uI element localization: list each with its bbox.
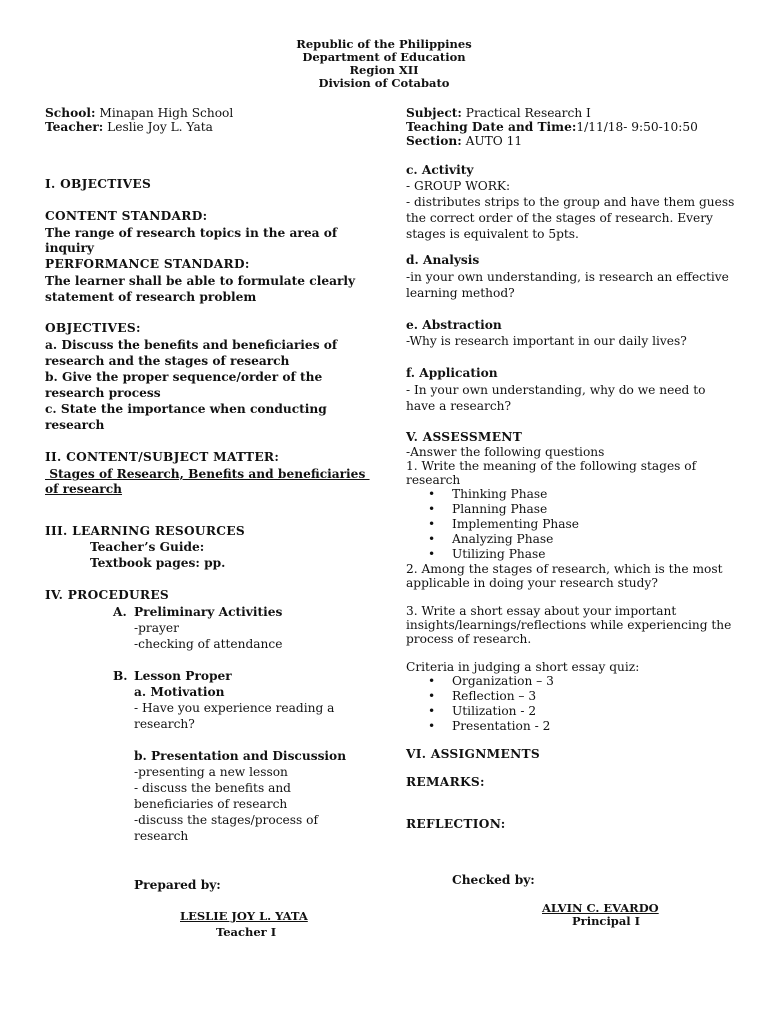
prepared-by-title: Teacher I xyxy=(216,925,277,939)
objective-a-line2: research and the stages of research xyxy=(45,354,290,368)
list-item: • Planning Phase xyxy=(406,502,579,517)
section-value: AUTO 11 xyxy=(465,134,523,148)
question-1-line2: research xyxy=(406,473,461,487)
activity-title: c. Activity xyxy=(406,163,474,177)
list-item: • Analyzing Phase xyxy=(406,532,579,547)
objective-c-line2: research xyxy=(45,418,105,432)
header-department: Department of Education xyxy=(302,50,466,64)
activity-line3: the correct order of the stages of research. Every xyxy=(406,211,713,225)
prelim-title: Preliminary Activities xyxy=(134,605,283,619)
remarks-heading: REMARKS: xyxy=(406,775,485,789)
content-standard-line2: inquiry xyxy=(45,241,95,255)
list-item: • Implementing Phase xyxy=(406,517,579,532)
analysis-line1: -in your own understanding, is research an effective xyxy=(406,270,729,284)
question-3-line2: insights/learnings/reflections while experiencing the xyxy=(406,618,732,632)
presentation-title: b. Presentation and Discussion xyxy=(134,749,347,763)
objective-a-line1: a. Discuss the benefits and beneficiaries of xyxy=(45,338,338,352)
objective-c-line1: c. State the importance when conducting xyxy=(45,402,327,416)
date-label: Teaching Date and Time: xyxy=(406,120,577,134)
presentation-line5: research xyxy=(134,829,189,843)
section-row xyxy=(406,134,522,149)
teacher-value: Leslie Joy L. Yata xyxy=(107,120,213,134)
school-row xyxy=(45,106,233,121)
list-item: • Reflection – 3 xyxy=(406,689,554,704)
content-standard-heading: CONTENT STANDARD: xyxy=(45,209,208,223)
question-3-line3: process of research. xyxy=(406,632,532,646)
performance-standard-heading: PERFORMANCE STANDARD: xyxy=(45,257,250,271)
analysis-title: d. Analysis xyxy=(406,253,480,267)
checked-by-name: ALVIN C. EVARDO xyxy=(542,901,659,915)
date-row xyxy=(406,120,698,135)
list-item: • Organization – 3 xyxy=(406,674,554,689)
prepared-by-label: Prepared by: xyxy=(134,878,221,892)
assessment-intro: -Answer the following questions xyxy=(406,445,605,459)
reflection-heading: REFLECTION: xyxy=(406,817,506,831)
performance-line1: The learner shall be able to formulate clearly xyxy=(45,274,356,288)
assignments-heading: VI. ASSIGNMENTS xyxy=(406,747,540,761)
checked-by-label: Checked by: xyxy=(452,873,535,887)
school-value: Minapan High School xyxy=(99,106,234,120)
application-title: f. Application xyxy=(406,366,498,380)
subject-value: Practical Research I xyxy=(465,106,591,120)
list-item: • Utilizing Phase xyxy=(406,547,579,562)
question-2-line2: applicable in doing your research study? xyxy=(406,576,658,590)
assessment-heading: V. ASSESSMENT xyxy=(406,430,523,444)
content-heading: II. CONTENT/SUBJECT MATTER: xyxy=(45,450,280,464)
presentation-line2: - discuss the benefits and xyxy=(134,781,291,795)
activity-line2: - distributes strips to the group and have them guess xyxy=(406,195,735,209)
question-3-line1: 3. Write a short essay about your important xyxy=(406,604,677,618)
prelim-item-prayer: -prayer xyxy=(134,621,179,635)
presentation-line4: -discuss the stages/process of xyxy=(134,813,318,827)
objective-b-line2: research process xyxy=(45,386,161,400)
motivation-line1: - Have you experience reading a xyxy=(134,701,335,715)
presentation-line1: -presenting a new lesson xyxy=(134,765,288,779)
application-line1: - In your own understanding, why do we need to xyxy=(406,383,706,397)
activity-line4: stages is equivalent to 5pts. xyxy=(406,227,579,241)
subject-label: Subject: xyxy=(406,106,462,120)
criteria-list xyxy=(406,674,554,734)
list-item: • Utilization - 2 xyxy=(406,704,554,719)
resources-heading: III. LEARNING RESOURCES xyxy=(45,524,245,538)
content-standard-line1: The range of research topics in the area of xyxy=(45,226,338,240)
lesson-title: Lesson Proper xyxy=(134,669,232,683)
content-line2: of research xyxy=(45,482,123,496)
prelim-label: A. xyxy=(113,605,127,619)
section-label: Section: xyxy=(406,134,462,148)
application-line2: have a research? xyxy=(406,399,512,413)
header-region: Region XII xyxy=(349,63,419,77)
list-item: • Thinking Phase xyxy=(406,487,579,502)
question-1-line1: 1. Write the meaning of the following stages of xyxy=(406,459,697,473)
activity-line1: - GROUP WORK: xyxy=(406,179,511,193)
procedures-heading: IV. PROCEDURES xyxy=(45,588,170,602)
header-division: Division of Cotabato xyxy=(318,76,450,90)
teacher-row xyxy=(45,120,213,135)
objectives-heading: I. OBJECTIVES xyxy=(45,177,152,191)
prepared-by-name: LESLIE JOY L. YATA xyxy=(180,909,308,923)
analysis-line2: learning method? xyxy=(406,286,515,300)
criteria-heading: Criteria in judging a short essay quiz: xyxy=(406,660,640,674)
performance-line2: statement of research problem xyxy=(45,290,257,304)
teachers-guide: Teacher’s Guide: xyxy=(90,540,205,554)
subject-row xyxy=(406,106,591,121)
motivation-title: a. Motivation xyxy=(134,685,225,699)
list-item: • Presentation - 2 xyxy=(406,719,554,734)
teacher-label: Teacher: xyxy=(45,120,104,134)
lesson-label: B. xyxy=(113,669,128,683)
stages-list xyxy=(406,487,579,562)
checked-by-title: Principal I xyxy=(572,914,641,928)
date-value: 1/11/18- 9:50-10:50 xyxy=(576,120,698,134)
abstraction-line1: -Why is research important in our daily lives? xyxy=(406,334,687,348)
abstraction-title: e. Abstraction xyxy=(406,318,502,332)
question-2-line1: 2. Among the stages of research, which is the most xyxy=(406,562,723,576)
textbook-pages: Textbook pages: pp. xyxy=(90,556,226,570)
header-republic: Republic of the Philippines xyxy=(296,37,472,51)
prelim-item-attendance: -checking of attendance xyxy=(134,637,283,651)
objective-b-line1: b. Give the proper sequence/order of the xyxy=(45,370,323,384)
presentation-line3: beneficiaries of research xyxy=(134,797,288,811)
content-line1: Stages of Research, Benefits and beneficiaries xyxy=(45,467,370,481)
objectives-sub-heading: OBJECTIVES: xyxy=(45,321,141,335)
school-label: School: xyxy=(45,106,96,120)
motivation-line2: research? xyxy=(134,717,195,731)
